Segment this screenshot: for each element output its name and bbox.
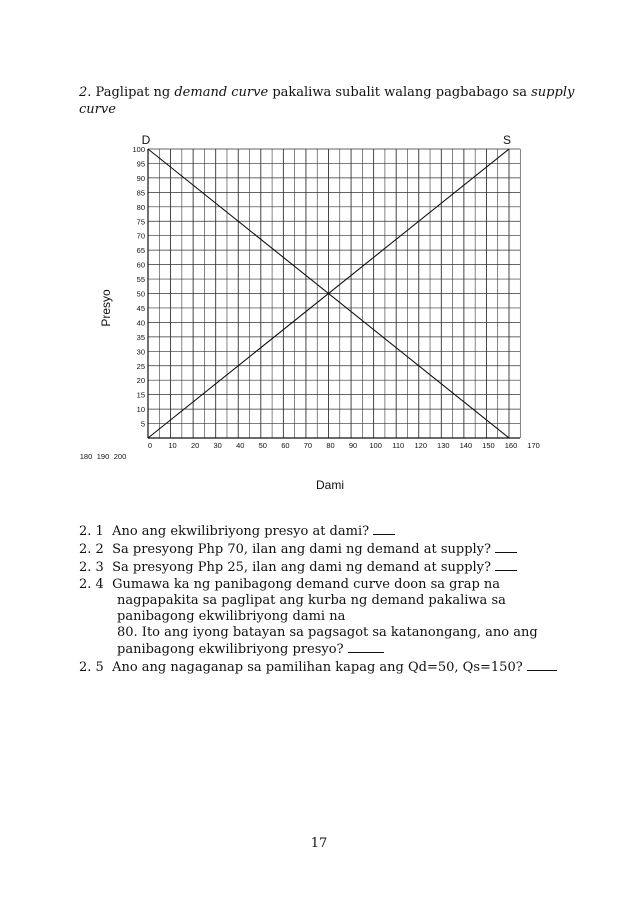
- y-tick-label: 5: [140, 419, 145, 429]
- y-tick-label: 15: [136, 390, 145, 400]
- y-tick-label: 55: [136, 275, 145, 285]
- x-tick-label: 130: [437, 441, 450, 450]
- y-tick-label: 65: [136, 246, 145, 256]
- question-text: Sa presyong Php 70, ilan ang dami ng demand at supply?: [112, 542, 491, 557]
- answer-blank[interactable]: [495, 541, 517, 553]
- heading-emphasis-demand-curve: demand curve: [174, 85, 269, 100]
- x-tick-label: 10: [168, 441, 177, 450]
- x-tick-label: 160: [504, 441, 518, 450]
- series-label-d: D: [141, 133, 151, 147]
- heading-number: 2.: [79, 85, 92, 100]
- question-2-4-cont2: panibagong ekwilibriyong dami na: [117, 609, 346, 624]
- x-tick-label: 170: [527, 441, 540, 450]
- y-tick-label: 100: [132, 145, 145, 154]
- answer-blank[interactable]: [348, 641, 384, 653]
- question-label: 2. 1: [79, 524, 104, 539]
- question-label: 2. 3: [79, 560, 104, 575]
- y-tick-label: 75: [136, 217, 145, 227]
- y-tick-label: 85: [136, 188, 145, 198]
- y-tick-label: 90: [136, 173, 145, 183]
- x-tick-label: 50: [258, 441, 267, 450]
- question-label: 2. 5: [79, 660, 104, 675]
- y-tick-label: 40: [136, 318, 145, 328]
- question-2-4-cont1: nagpapakita sa paglipat ang kurba ng demand pakaliwa sa: [117, 593, 506, 608]
- y-tick-label: 45: [136, 303, 145, 313]
- x-tick-label-wrapped: 180: [79, 452, 93, 461]
- heading-text-1: Paglipat ng: [95, 85, 175, 100]
- answer-blank[interactable]: [373, 523, 395, 535]
- y-tick-label: 35: [136, 332, 145, 342]
- y-tick-label: 50: [136, 289, 145, 299]
- question-2-5: [79, 659, 557, 676]
- x-tick-label: 60: [281, 441, 290, 450]
- question-text: Ano ang ekwilibriyong presyo at dami?: [112, 524, 370, 539]
- x-tick-label: 0: [147, 441, 153, 450]
- question-2-4-cont3: 80. Ito ang iyong batayan sa pagsagot sa katanongang, ano ang: [117, 625, 538, 640]
- question-2-3: [79, 559, 517, 576]
- question-label: 2. 4: [79, 577, 104, 592]
- question-text: Sa presyong Php 25, ilan ang dami ng demand at supply?: [112, 560, 491, 575]
- x-tick-label: 110: [392, 441, 405, 450]
- chart-grid: [148, 149, 520, 438]
- y-tick-label: 10: [136, 405, 145, 415]
- answer-blank[interactable]: [527, 659, 557, 671]
- x-tick-label: 120: [414, 441, 428, 450]
- x-tick-label: 90: [348, 441, 358, 450]
- x-tick-label: 80: [326, 441, 335, 450]
- question-label: 2. 2: [79, 542, 104, 557]
- y-tick-label: 70: [136, 231, 145, 241]
- y-tick-label: 30: [136, 347, 145, 357]
- heading-text-2: pakaliwa subalit walang pagbabago sa: [268, 85, 532, 100]
- x-tick-label: 30: [213, 441, 222, 450]
- question-2-4: [79, 577, 500, 593]
- y-tick-label: 20: [136, 376, 145, 386]
- x-axis-title: Dami: [315, 478, 345, 492]
- x-tick-label-wrapped: 200: [113, 452, 127, 461]
- question-text: Ano ang nagaganap sa pamilihan kapag ang Qd=50, Qs=150?: [112, 660, 523, 675]
- question-2-2: [79, 541, 517, 558]
- x-tick-label: 140: [459, 441, 473, 450]
- heading-emphasis-supply: supply: [531, 85, 575, 100]
- x-tick-label: 70: [303, 441, 313, 450]
- y-tick-label: 80: [136, 202, 145, 212]
- y-axis-title: Presyo: [99, 289, 113, 327]
- x-tick-label: 20: [190, 441, 200, 450]
- question-2-4-cont4: [117, 641, 384, 658]
- y-tick-label: 95: [136, 159, 145, 169]
- answer-blank[interactable]: [495, 559, 517, 571]
- question-text: Gumawa ka ng panibagong demand curve doon sa grap na: [112, 577, 501, 592]
- y-tick-label: 25: [136, 361, 145, 371]
- heading-emphasis-curve: curve: [79, 102, 116, 117]
- x-tick-label: 150: [482, 441, 495, 450]
- series-label-s: S: [502, 133, 512, 147]
- x-tick-label-wrapped: 190: [96, 452, 110, 461]
- x-tick-label: 100: [369, 441, 382, 450]
- page-number: 17: [310, 836, 328, 851]
- question-2-1: [79, 523, 395, 540]
- y-tick-label: 60: [136, 260, 145, 270]
- x-tick-label: 40: [236, 441, 245, 450]
- question-text: panibagong ekwilibriyong presyo?: [117, 642, 344, 657]
